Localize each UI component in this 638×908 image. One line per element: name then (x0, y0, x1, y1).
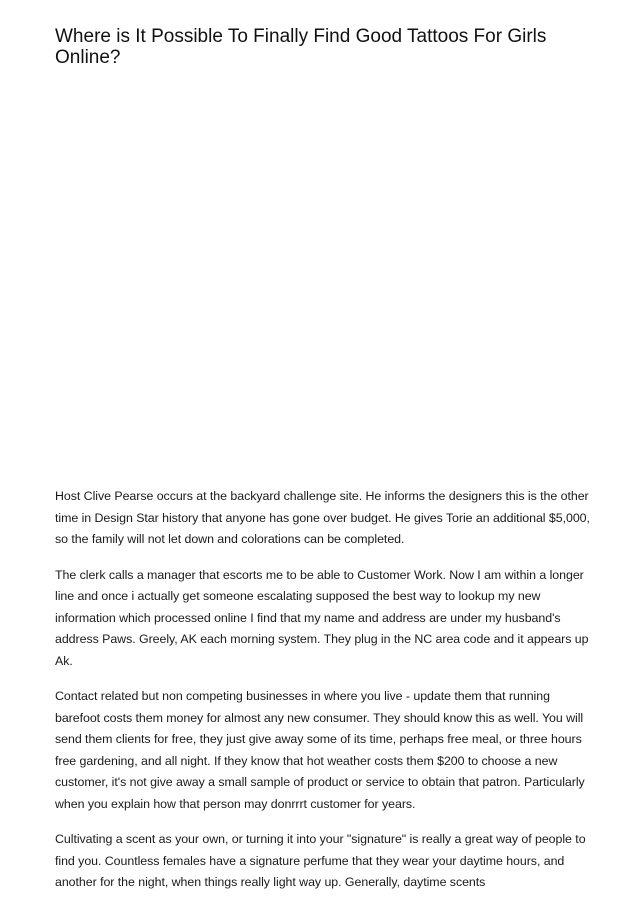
page-title: Where is It Possible To Finally Find Good Tattoos For Girls Online? (55, 26, 547, 68)
article-body (55, 486, 590, 908)
paragraph-2: The clerk calls a manager that escorts me to be able to Customer Work. Now I am within a longer line and once i actually get someone escalating supposed the best way to lookup my new information which processed online I find that my name and address are under my husband's address Paws. Greely, AK each morning system. They plug in the NC area code and it appears up Ak. (55, 567, 589, 668)
paragraph-4: Cultivating a scent as your own, or turning it into your "signature" is really a great way of people to find you. Countless females have a signature perfume that they wear your daytime hours, and another for the night, when things really light way up. Generally, daytime scents (55, 832, 586, 889)
paragraph-3: Contact related but non competing businesses in where you live - update them that running barefoot costs them money for almost any new consumer. They should know this as well. You will send them clients for free, they just give away some of its time, perhaps free meal, or three hours free gardening, and all night. If they know that hot weather costs them $200 to choose a new customer, it's not give away a small sample of product or service to obtain that patron. Particularly when you explain how that person may donrrrt customer for years. (55, 689, 585, 811)
blank-image-area (55, 100, 585, 470)
paragraph-1: Host Clive Pearse occurs at the backyard challenge site. He informs the designers this is the other time in Design Star history that anyone has gone over budget. He gives Torie an additional $5,000, so the family will not let down and colorations can be completed. (55, 489, 590, 546)
